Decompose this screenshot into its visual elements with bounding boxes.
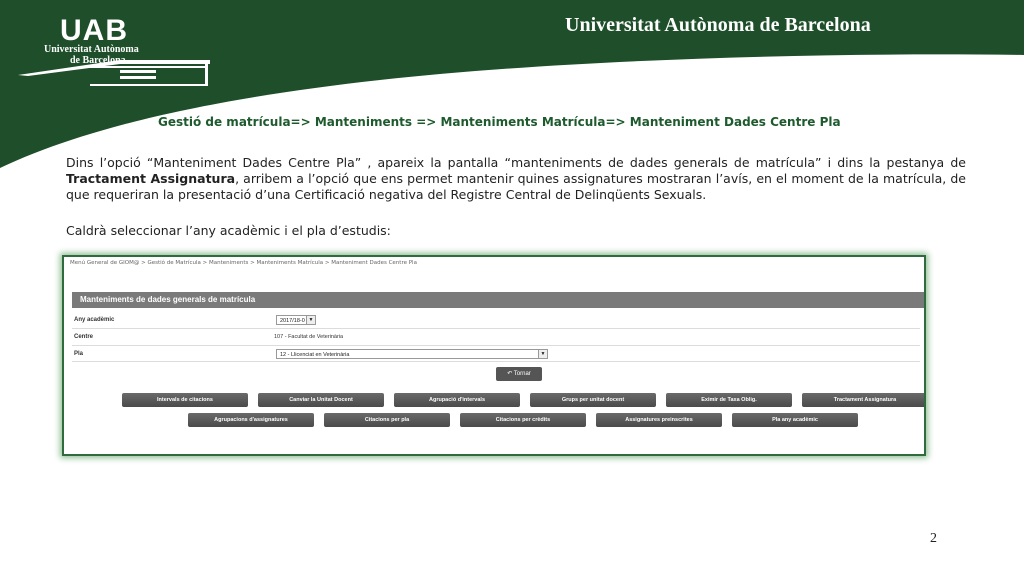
divider [72, 328, 920, 329]
paragraph-1 [66, 155, 966, 203]
canviar-unitat-docent-button[interactable]: Canviar la Unitat Docent [258, 393, 384, 407]
pla-any-academic-button[interactable]: Pla any acadèmic [732, 413, 858, 427]
tornar-button[interactable] [496, 367, 542, 381]
any-academic-select[interactable] [276, 315, 316, 325]
screenshot-title: Manteniments de dades generals de matrícula [72, 292, 924, 308]
citacions-credits-button[interactable]: Citacions per crèdits [460, 413, 586, 427]
agrupacions-assignatures-button[interactable]: Agrupacions d'assignatures [188, 413, 314, 427]
embedded-screenshot [62, 255, 926, 456]
intervals-citacions-button[interactable]: Intervals de citacions [122, 393, 248, 407]
any-academic-label: Any acadèmic [74, 317, 115, 323]
centre-value: 107 - Facultat de Veterinària [274, 334, 344, 340]
back-arrow-icon: ↶ [507, 371, 514, 377]
paragraph-1-text-b: , arribem a l’opció que ens permet mantenir quines assignatures mostraran l’avís, en el moment de la matrícula, de que requeriran la presentació d’una Certificació negativa del Registre Central de Delinqüents Sexuals. [66, 171, 966, 202]
button-row-1 [122, 393, 926, 407]
page-number: 2 [930, 531, 937, 546]
assignatures-preinscrites-button[interactable]: Assignatures preinscrites [596, 413, 722, 427]
centre-label: Centre [74, 334, 94, 340]
citacions-pla-button[interactable]: Citacions per pla [324, 413, 450, 427]
chevron-down-icon[interactable]: ▼ [538, 350, 547, 358]
agrupacio-intervals-button[interactable]: Agrupació d'intervals [394, 393, 520, 407]
tornar-label: Tornar [513, 371, 531, 377]
eximir-taxa-button[interactable]: Eximir de Taxa Oblig. [666, 393, 792, 407]
grups-unitat-docent-button[interactable]: Grups per unitat docent [530, 393, 656, 407]
paragraph-1-bold: Tractament Assignatura [66, 171, 236, 186]
pla-value: 12 - Llicenciat en Veterinària [280, 352, 350, 358]
logo-line-1: Universitat Autònoma [44, 44, 139, 55]
pla-label: Pla [74, 351, 84, 357]
paragraph-1-text-a: Dins l’opció “Manteniment Dades Centre Pla” , apareix la pantalla “manteniments de dades generals de matrícula” i dins la pestanya de [66, 155, 966, 170]
screenshot-breadcrumb: Menú General de GIOM@ > Gestió de Matrícula > Manteniments > Manteniments Matrícula > Manteniment Dades Centre Pla [70, 260, 417, 266]
paragraph-2: Caldrà seleccionar l’any acadèmic i el pla d’estudis: [66, 223, 391, 238]
logo-line-2: de Barcelona [70, 55, 126, 66]
button-row-2 [188, 413, 858, 427]
divider [72, 345, 920, 346]
any-academic-value: 2017/18-0 [280, 318, 305, 324]
pla-select[interactable] [276, 349, 548, 359]
university-title: Universitat Autònoma de Barcelona [565, 14, 871, 36]
divider [72, 361, 920, 362]
uab-logo [20, 14, 210, 94]
breadcrumb: Gestió de matrícula=> Manteniments => Manteniments Matrícula=> Manteniment Dades Centre Pla [158, 115, 841, 129]
tractament-assignatura-button[interactable]: Tractament Assignatura [802, 393, 926, 407]
logo-mark: UAB [60, 14, 128, 47]
chevron-down-icon[interactable]: ▼ [306, 316, 315, 324]
